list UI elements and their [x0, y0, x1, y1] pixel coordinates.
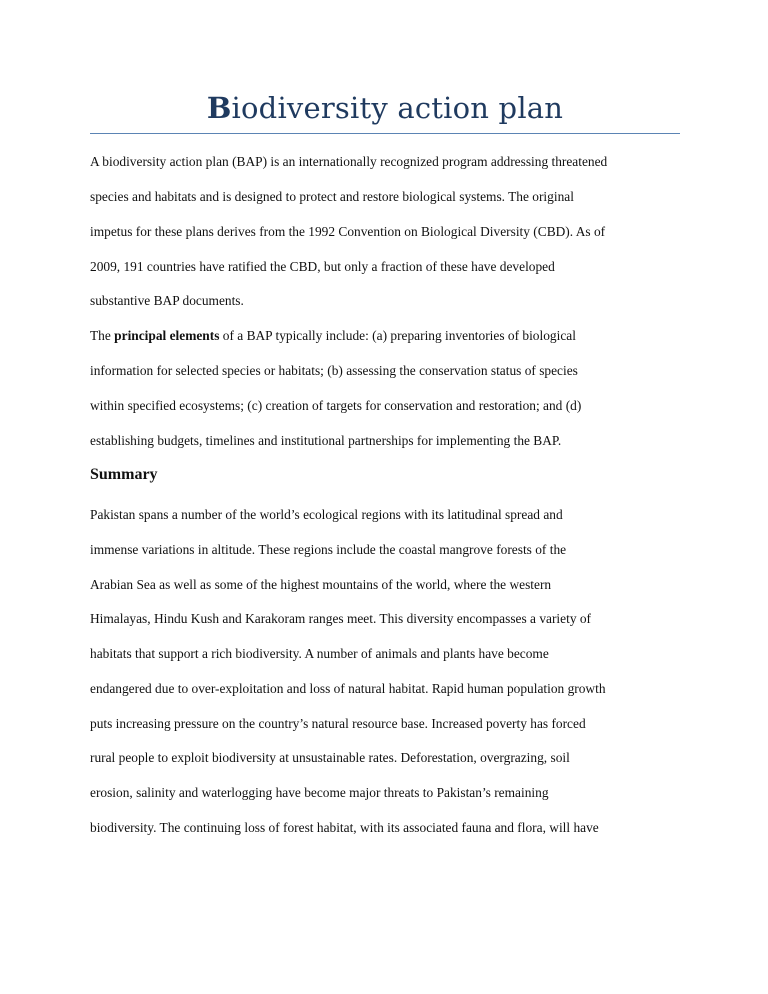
summary-heading: Summary — [90, 466, 158, 483]
paragraph-line: substantive BAP documents. — [90, 293, 244, 308]
title-initial: B — [206, 91, 232, 125]
paragraph-line — [90, 328, 576, 344]
paragraph-line: Pakistan spans a number of the world’s ecological regions with its latitudinal spread and — [90, 507, 563, 522]
paragraph-line: impetus for these plans derives from the 1992 Convention on Biological Diversity (CBD). As of — [90, 224, 606, 239]
paragraph-line: species and habitats and is designed to protect and restore biological systems. The original — [90, 189, 574, 204]
text-run: of a BAP typically include: (a) preparing inventories of biological — [219, 328, 576, 343]
paragraph-line: within specified ecosystems; (c) creation of targets for conservation and restoration; and (d) — [90, 398, 582, 413]
paragraph-line: Himalayas, Hindu Kush and Karakoram ranges meet. This diversity encompasses a variety of — [90, 611, 592, 626]
paragraph-line: establishing budgets, timelines and institutional partnerships for implementing the BAP. — [90, 433, 562, 448]
bold-phrase: principal elements — [114, 328, 220, 343]
paragraph-line: immense variations in altitude. These regions include the coastal mangrove forests of the — [90, 542, 567, 557]
text-run: The — [90, 328, 115, 343]
paragraph-line: A biodiversity action plan (BAP) is an internationally recognized program addressing threatened — [90, 154, 608, 169]
paragraph-line: puts increasing pressure on the country’s natural resource base. Increased poverty has forced — [90, 716, 586, 731]
paragraph-line: rural people to exploit biodiversity at unsustainable rates. Deforestation, overgrazing, soil — [90, 750, 570, 765]
paragraph-line: Arabian Sea as well as some of the highest mountains of the world, where the western — [90, 577, 552, 592]
paragraph-line: endangered due to over-exploitation and loss of natural habitat. Rapid human population growth — [90, 681, 606, 696]
paragraph-line: biodiversity. The continuing loss of forest habitat, with its associated fauna and flora, will have — [90, 820, 599, 835]
paragraph-line: 2009, 191 countries have ratified the CBD, but only a fraction of these have developed — [90, 259, 555, 274]
title-text: iodiversity action plan — [231, 91, 564, 125]
paragraph-line: habitats that support a rich biodiversity. A number of animals and plants have become — [90, 646, 549, 661]
title-divider — [90, 133, 680, 134]
paragraph-line: information for selected species or habitats; (b) assessing the conservation status of species — [90, 363, 578, 378]
document-title — [90, 91, 680, 125]
paragraph-line: erosion, salinity and waterlogging have become major threats to Pakistan’s remaining — [90, 785, 549, 800]
